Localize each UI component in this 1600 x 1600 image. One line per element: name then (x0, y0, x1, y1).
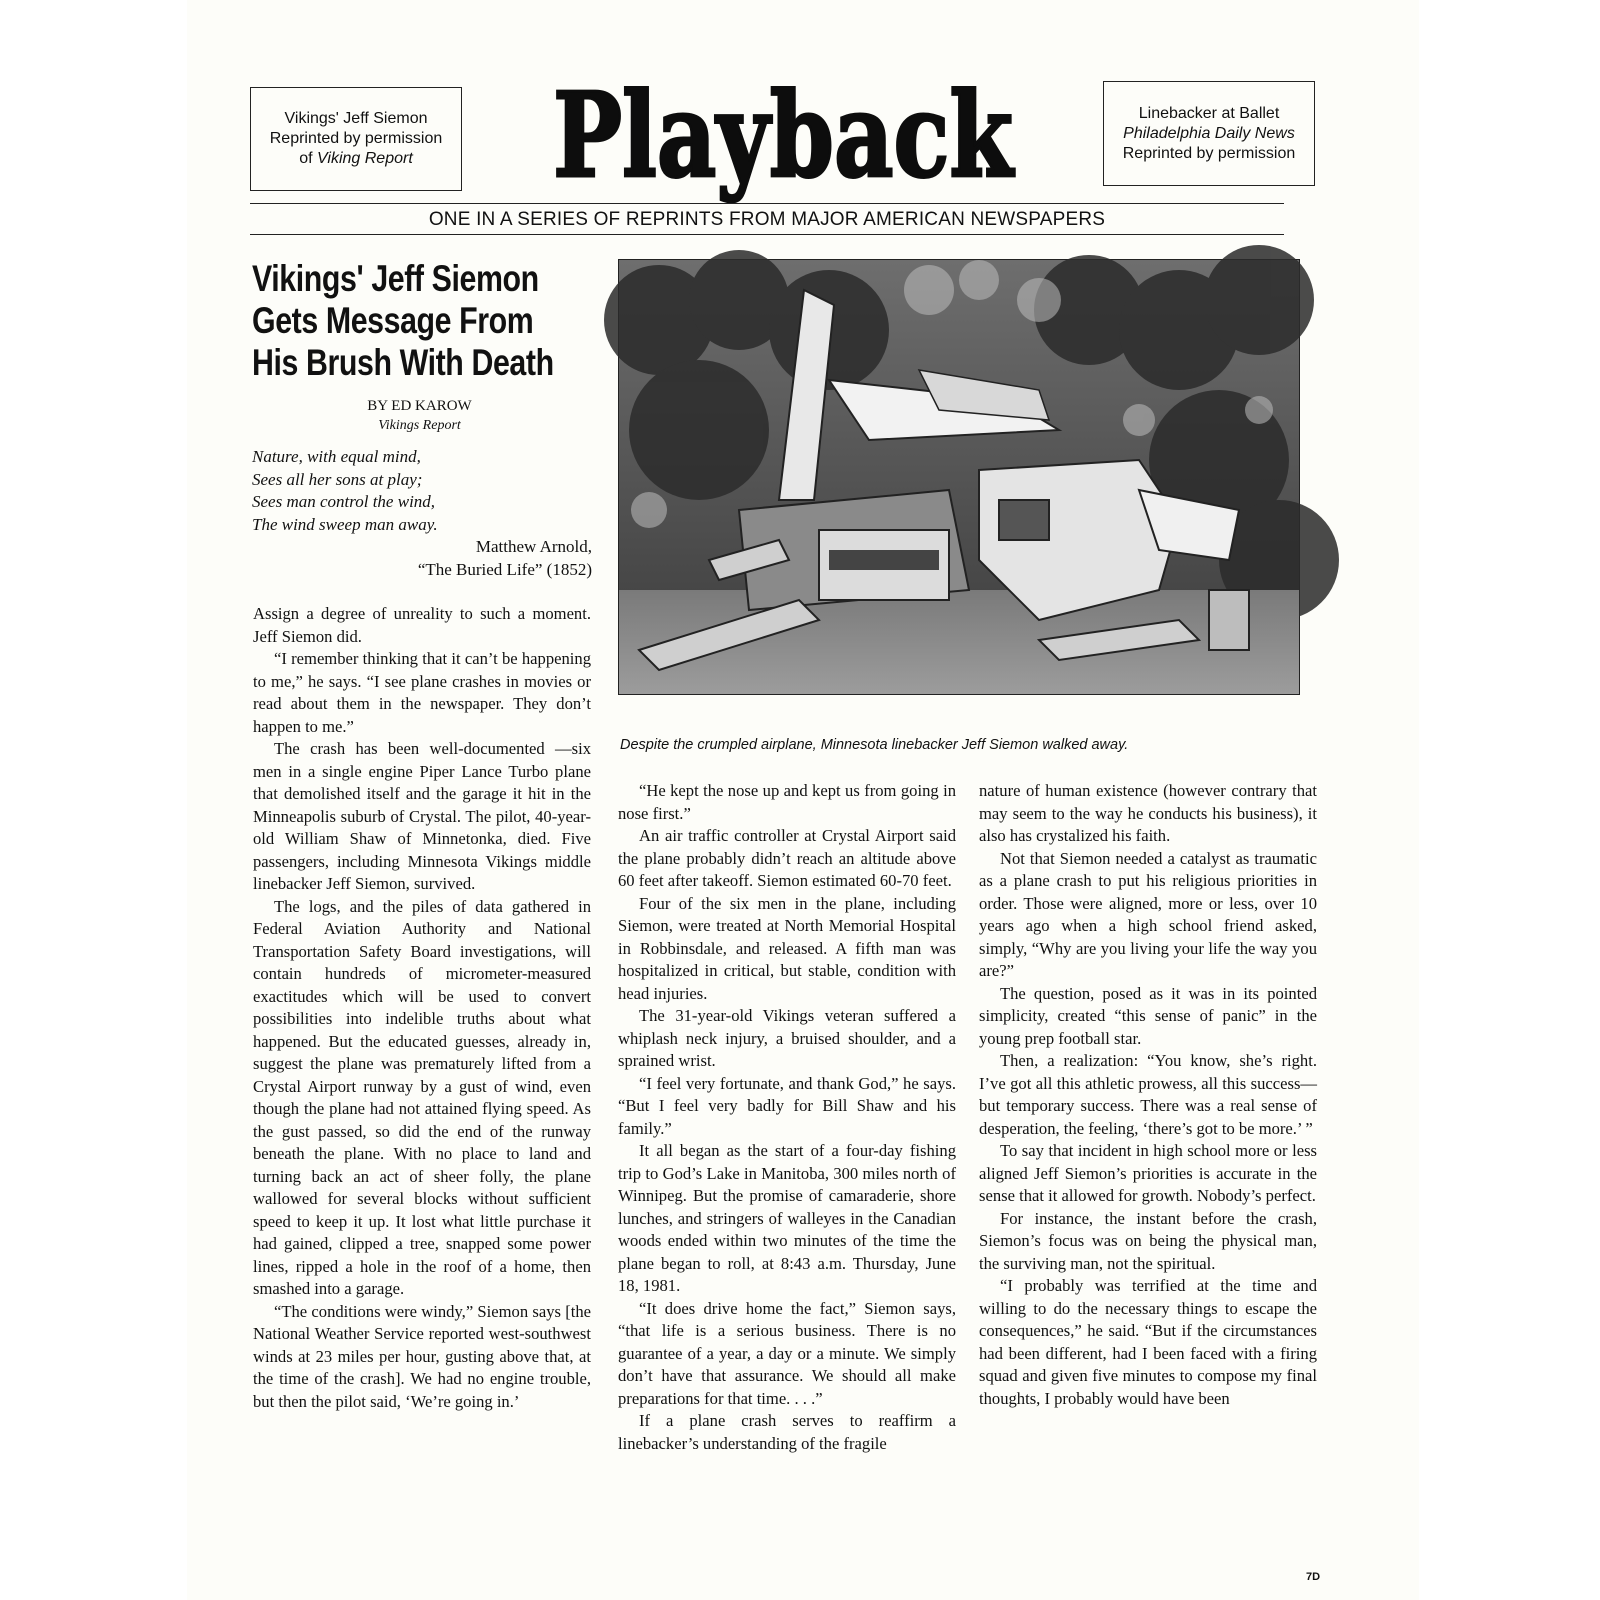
epigraph-line: Sees man control the wind, (252, 492, 436, 511)
paragraph: If a plane crash serves to reaffirm a linebacker’s understanding of the fragile (618, 1411, 956, 1453)
paragraph: The crash has been well-documented —six men in a single engine Piper Lance Turbo plane that demolished itself and the garage it hit in the Minneapolis suburb of Crystal. The pilot, 40-year-old William Shaw of Minnetonka, died. Five passengers, including Minnesota Vikings middle linebacker Jeff Siemon, survived. (253, 739, 591, 893)
left-credit-box (250, 87, 462, 191)
byline-publication: Vikings Report (378, 418, 461, 433)
photo-caption: Despite the crumpled airplane, Minnesota linebacker Jeff Siemon walked away. (620, 737, 1129, 753)
epigraph-source: “The Buried Life” (1852) (417, 559, 592, 579)
paragraph: Then, a realization: “You know, she’s right. I’ve got all this athletic prowess, all this success—but temporary success. There was a real sense of desperation, the feeling, ‘there’s got to be more.’ ” (979, 1051, 1317, 1138)
paragraph: Not that Siemon needed a catalyst as traumatic as a plane crash to put his religious priorities in order. Those were aligned, more or less, over 10 years ago when a high school friend asked, simply, “Why are you living your life the way you are?” (979, 848, 1317, 980)
paragraph: “The conditions were windy,” Siemon says [the National Weather Service reported west-southwest winds at 23 miles per hour, gusting above that, at the time of the crash]. We had no engine trouble, but then the pilot said, ‘We’re going in.’ (253, 1301, 591, 1411)
crash-photo-image (619, 260, 1299, 694)
page-number: 7D (1306, 1571, 1321, 1583)
paragraph: Four of the six men in the plane, including Siemon, were treated at North Memorial Hospital in Robbinsdale, and released. A fifth man was hospitalized in critical, but stable, condition with head injuries. (618, 893, 956, 1003)
epigraph-line: Nature, with equal mind, (252, 447, 421, 466)
top-rule (250, 203, 1284, 204)
paragraph: The question, posed as it was in its pointed simplicity, created “this sense of panic” in the young prep football star. (979, 983, 1317, 1048)
paragraph: “He kept the nose up and kept us from going in nose first.” (618, 781, 956, 823)
right-credit-box (1103, 81, 1315, 186)
article-column-3 (979, 780, 1317, 1410)
paragraph: To say that incident in high school more or less aligned Jeff Siemon’s priorities is accurate in the sense that it allowed for growth. Nobody’s perfect. (979, 1141, 1317, 1205)
paragraph: “I remember thinking that it can’t be happening to me,” he says. “I see plane crashes in movies or read about them in the newspaper. They don’t happen to me.” (253, 649, 591, 736)
playback-masthead (548, 58, 1018, 208)
paragraph: nature of human existence (however contrary that may seem to the way he conducts his business), it also has crystalized his faith. (979, 781, 1317, 845)
article-headline (252, 258, 554, 384)
left-credit-line3 (251, 149, 461, 169)
epigraph-line: The wind sweep man away. (252, 514, 438, 534)
paragraph: “It does drive home the fact,” Siemon says, “that life is a serious business. There is no guarantee of a year, a day or a minute. We simply don’t have that assurance. We should all make preparations for that time. . . .” (618, 1298, 956, 1408)
right-credit-line2: Philadelphia Daily News (1123, 124, 1295, 142)
paragraph: “I probably was terrified at the time and willing to do the necessary things to escape the consequences,” he said. “But if the circumstances had been different, had I been faced with a firing squad and given five minutes to compose my final thoughts, I probably would have been (979, 1276, 1317, 1408)
paragraph: The 31-year-old Vikings veteran suffered a whiplash neck injury, a bruised shoulder, and a sprained wrist. (618, 1006, 956, 1070)
article-column-1 (253, 603, 591, 1413)
masthead-title: Playback (553, 68, 1016, 204)
crash-photo (618, 259, 1300, 695)
left-credit-source: Viking Report (317, 150, 413, 167)
bottom-rule (250, 234, 1284, 235)
article-column-2 (618, 780, 956, 1455)
series-line: ONE IN A SERIES OF REPRINTS FROM MAJOR AMERICAN NEWSPAPERS (428, 209, 1106, 230)
left-credit-prefix: of (299, 150, 318, 167)
paragraph: The logs, and the piles of data gathered in Federal Aviation Authority and National Transportation Safety Board investigations, will contain hundreds of micrometer-measured exactitudes which will be used to convert possibilities into indelible truths about what happened. But the educated guesses, already in, suggest the plane was prematurely lifted from a Crystal Airport runway by a gust of wind, even though the plane had not attained flying speed. As the gust passed, so did the end of the runway beneath the plane. With no place to land and turning back an act of sheer folly, the plane wallowed for several blocks without sufficient speed to keep it up. It lost what little purchase it had gained, clipped a tree, snapped some power lines, ripped a hole in the roof of a home, then smashed into a garage. (253, 896, 591, 1298)
right-credit-line1: Linebacker at Ballet (1138, 104, 1280, 122)
paragraph: Assign a degree of unreality to such a moment. Jeff Siemon did. (253, 604, 591, 646)
paragraph: An air traffic controller at Crystal Airport said the plane probably didn’t reach an altitude above 60 feet after takeoff. Siemon estimated 60-70 feet. (618, 826, 956, 890)
headline-line: His Brush With Death (252, 342, 554, 383)
epigraph-line: Sees all her sons at play; (252, 469, 423, 489)
right-credit-line3: Reprinted by permission (1122, 144, 1296, 162)
paragraph: For instance, the instant before the crash, Siemon’s focus was on being the physical man, the surviving man, not the spiritual. (979, 1208, 1317, 1273)
epigraph (252, 446, 592, 581)
paragraph: It all began as the start of a four-day fishing trip to God’s Lake in Manitoba, 300 miles north of Winnipeg. But the promise of camaraderie, shore lunches, and stringers of walleyes in the Canadian woods ended within two minutes of the time the plane began to roll, at 8:43 a.m. Thursday, June 18, 1981. (618, 1141, 956, 1295)
byline (252, 397, 587, 435)
left-credit-line1: Vikings' Jeff Siemon (284, 110, 428, 127)
headline-line: Vikings' Jeff Siemon (252, 258, 539, 299)
epigraph-author: Matthew Arnold, (475, 537, 592, 556)
byline-author: BY ED KAROW (367, 398, 472, 414)
paragraph: “I feel very fortunate, and thank God,” he says. “But I feel very badly for Bill Shaw and his family.” (618, 1073, 956, 1138)
left-credit-line2: Reprinted by permission (269, 130, 443, 147)
headline-line: Gets Message From (252, 300, 534, 341)
